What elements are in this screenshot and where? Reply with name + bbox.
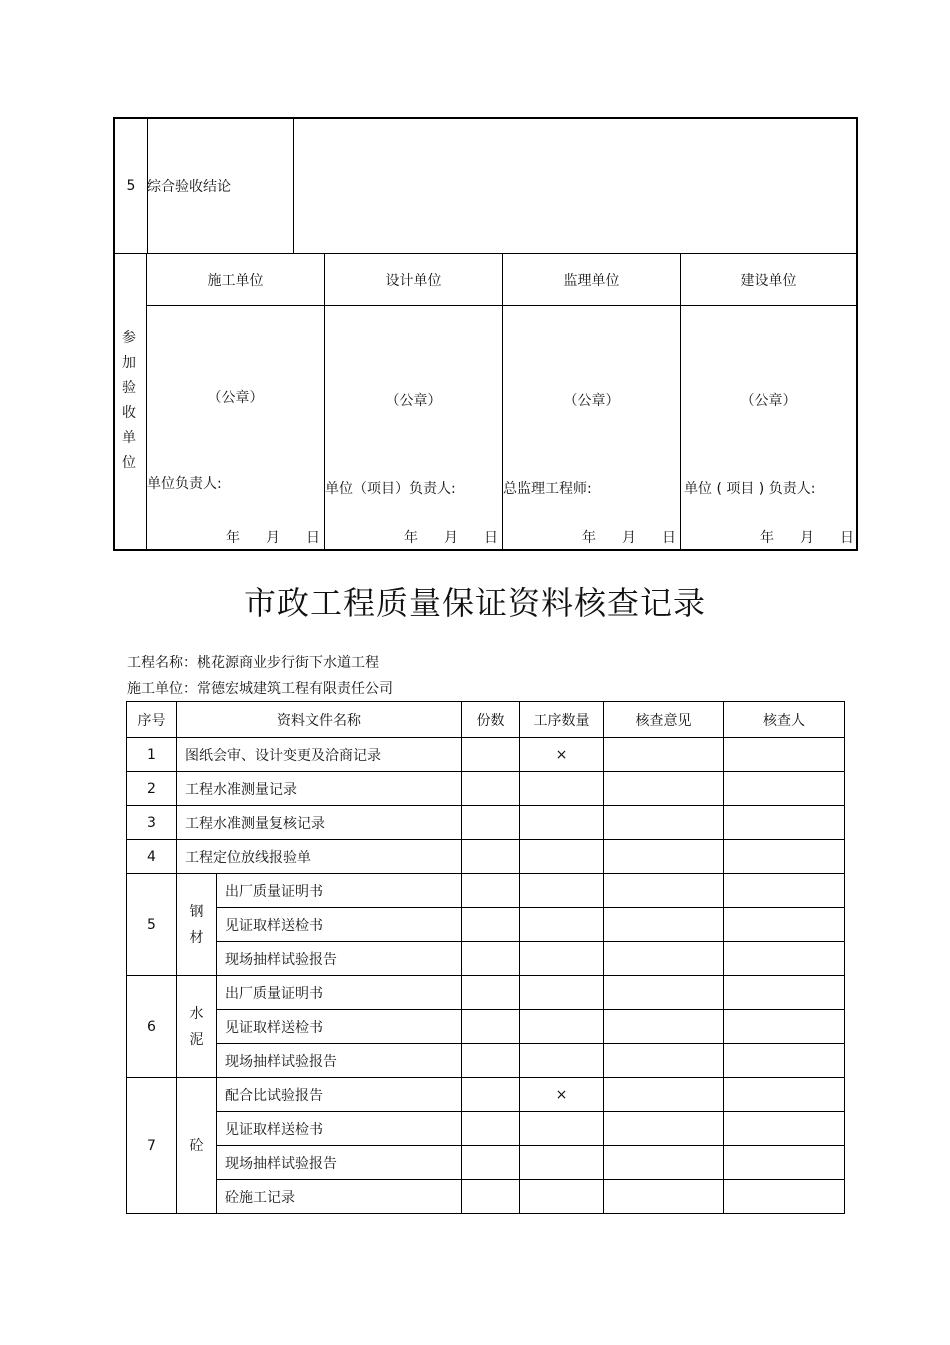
checker-cell[interactable] bbox=[724, 1146, 845, 1180]
party-name: 监理单位 bbox=[503, 254, 680, 306]
copies-cell[interactable] bbox=[462, 1112, 520, 1146]
process-qty-cell[interactable]: × bbox=[520, 738, 604, 772]
opinion-cell[interactable] bbox=[604, 1146, 724, 1180]
copies-cell[interactable] bbox=[462, 1180, 520, 1214]
checker-cell[interactable] bbox=[724, 874, 845, 908]
seal-placeholder: （公章） bbox=[740, 393, 797, 409]
process-qty-cell[interactable]: × bbox=[520, 1078, 604, 1112]
row-doc-name: 工程定位放线报验单 bbox=[177, 840, 462, 874]
header-process-qty: 工序数量 bbox=[520, 702, 604, 738]
party-design bbox=[325, 254, 503, 551]
side-char: 位 bbox=[122, 455, 136, 471]
checker-cell[interactable] bbox=[724, 772, 845, 806]
row-no: 3 bbox=[127, 806, 177, 840]
date-year: 年 bbox=[226, 530, 240, 546]
header-checker: 核查人 bbox=[724, 702, 845, 738]
date-day: 日 bbox=[306, 530, 320, 546]
process-qty-cell[interactable] bbox=[520, 1146, 604, 1180]
side-char: 收 bbox=[122, 405, 136, 421]
document-title: 市政工程质量保证资料核查记录 bbox=[243, 584, 706, 622]
row-doc-name: 见证取样送检书 bbox=[217, 1010, 462, 1044]
checker-cell[interactable] bbox=[724, 976, 845, 1010]
table-row bbox=[127, 1044, 845, 1078]
date-month: 月 bbox=[266, 530, 280, 546]
copies-cell[interactable] bbox=[462, 874, 520, 908]
row-doc-name: 现场抽样试验报告 bbox=[217, 942, 462, 976]
checker-cell[interactable] bbox=[724, 1010, 845, 1044]
opinion-cell[interactable] bbox=[604, 1010, 724, 1044]
date-line bbox=[378, 527, 498, 547]
row-doc-name: 工程水准测量记录 bbox=[177, 772, 462, 806]
table-row bbox=[127, 1010, 845, 1044]
row-no: 2 bbox=[127, 772, 177, 806]
signer-label: 单位负责人: bbox=[147, 476, 222, 492]
row-doc-name: 见证取样送检书 bbox=[217, 1112, 462, 1146]
table-row bbox=[127, 806, 845, 840]
checker-cell[interactable] bbox=[724, 840, 845, 874]
opinion-cell[interactable] bbox=[604, 976, 724, 1010]
process-qty-cell[interactable] bbox=[520, 908, 604, 942]
date-line bbox=[734, 527, 854, 547]
process-qty-cell[interactable] bbox=[520, 806, 604, 840]
group-no: 5 bbox=[127, 874, 177, 976]
date-year: 年 bbox=[760, 530, 774, 546]
date-month: 月 bbox=[444, 530, 458, 546]
table-row bbox=[127, 772, 845, 806]
table-row bbox=[127, 976, 845, 1010]
group-category-text: 砼 bbox=[189, 1137, 204, 1154]
table-header-row bbox=[127, 702, 845, 738]
group-no: 7 bbox=[127, 1078, 177, 1214]
conclusion-label-cell bbox=[147, 119, 294, 253]
checker-cell[interactable] bbox=[724, 908, 845, 942]
copies-cell[interactable] bbox=[462, 976, 520, 1010]
row-doc-name: 工程水准测量复核记录 bbox=[177, 806, 462, 840]
signer-label: 单位（项目）负责人: bbox=[325, 481, 456, 497]
side-char: 验 bbox=[122, 380, 136, 396]
copies-cell[interactable] bbox=[462, 1010, 520, 1044]
seal-placeholder: （公章） bbox=[385, 393, 442, 409]
row-doc-name: 砼施工记录 bbox=[217, 1180, 462, 1214]
side-char: 单 bbox=[122, 430, 136, 446]
date-month: 月 bbox=[622, 530, 636, 546]
process-qty-cell[interactable] bbox=[520, 1010, 604, 1044]
date-line bbox=[556, 527, 676, 547]
table-row bbox=[127, 908, 845, 942]
signer-label: 单位 ( 项目 ) 负责人: bbox=[684, 481, 816, 497]
process-qty-cell[interactable] bbox=[520, 1180, 604, 1214]
date-day: 日 bbox=[840, 530, 854, 546]
checker-cell[interactable] bbox=[724, 942, 845, 976]
side-char: 参 bbox=[122, 330, 136, 346]
conclusion-content-cell[interactable] bbox=[293, 119, 856, 253]
checker-cell[interactable] bbox=[724, 1180, 845, 1214]
table-row bbox=[127, 1180, 845, 1214]
copies-cell[interactable] bbox=[462, 1078, 520, 1112]
opinion-cell[interactable] bbox=[604, 1180, 724, 1214]
date-month: 月 bbox=[800, 530, 814, 546]
group-no: 6 bbox=[127, 976, 177, 1078]
conclusion-label: 综合验收结论 bbox=[147, 179, 231, 195]
table-row bbox=[127, 1146, 845, 1180]
process-qty-cell[interactable] bbox=[520, 1044, 604, 1078]
table-row bbox=[127, 1112, 845, 1146]
row-doc-name: 图纸会审、设计变更及洽商记录 bbox=[177, 738, 462, 772]
row-doc-name: 出厂质量证明书 bbox=[217, 874, 462, 908]
process-qty-cell[interactable] bbox=[520, 942, 604, 976]
header-name: 资料文件名称 bbox=[177, 702, 462, 738]
participating-units-label bbox=[115, 254, 147, 551]
opinion-cell[interactable] bbox=[604, 1078, 724, 1112]
row-number-text: 5 bbox=[126, 178, 136, 194]
checker-cell[interactable] bbox=[724, 806, 845, 840]
party-supervision bbox=[503, 254, 681, 551]
date-year: 年 bbox=[582, 530, 596, 546]
opinion-cell[interactable] bbox=[604, 738, 724, 772]
date-day: 日 bbox=[662, 530, 676, 546]
group-category-text: 钢材 bbox=[189, 903, 204, 946]
project-name: 工程名称：桃花源商业步行街下水道工程 bbox=[127, 655, 379, 671]
header-no: 序号 bbox=[127, 702, 177, 738]
opinion-cell[interactable] bbox=[604, 874, 724, 908]
process-qty-cell[interactable] bbox=[520, 1112, 604, 1146]
copies-cell[interactable] bbox=[462, 942, 520, 976]
seal-placeholder: （公章） bbox=[207, 390, 264, 406]
row-doc-name: 配合比试验报告 bbox=[217, 1078, 462, 1112]
opinion-cell[interactable] bbox=[604, 908, 724, 942]
signer-label: 总监理工程师: bbox=[503, 481, 592, 497]
copies-cell[interactable] bbox=[462, 806, 520, 840]
copies-cell[interactable] bbox=[462, 908, 520, 942]
process-qty-cell[interactable] bbox=[520, 840, 604, 874]
process-qty-cell[interactable] bbox=[520, 874, 604, 908]
opinion-cell[interactable] bbox=[604, 1044, 724, 1078]
process-qty-cell[interactable] bbox=[520, 976, 604, 1010]
row-number bbox=[115, 119, 148, 253]
party-name: 施工单位 bbox=[147, 254, 324, 306]
header-copies: 份数 bbox=[462, 702, 520, 738]
table-row bbox=[127, 738, 845, 772]
opinion-cell[interactable] bbox=[604, 806, 724, 840]
row-no: 4 bbox=[127, 840, 177, 874]
group-category bbox=[177, 976, 217, 1078]
group-category bbox=[177, 874, 217, 976]
checker-cell[interactable] bbox=[724, 1078, 845, 1112]
side-char: 加 bbox=[122, 355, 136, 371]
copies-cell[interactable] bbox=[462, 1146, 520, 1180]
table-row bbox=[127, 840, 845, 874]
date-day: 日 bbox=[484, 530, 498, 546]
table-row bbox=[127, 1078, 845, 1112]
checker-cell[interactable] bbox=[724, 738, 845, 772]
row-doc-name: 现场抽样试验报告 bbox=[217, 1044, 462, 1078]
date-line bbox=[200, 527, 320, 547]
checker-cell[interactable] bbox=[724, 1112, 845, 1146]
quality-records-table bbox=[126, 701, 845, 1214]
group-category bbox=[177, 1078, 217, 1214]
party-name: 设计单位 bbox=[325, 254, 502, 306]
opinion-cell[interactable] bbox=[604, 772, 724, 806]
process-qty-cell[interactable] bbox=[520, 772, 604, 806]
group-category-text: 水泥 bbox=[189, 1005, 204, 1048]
date-year: 年 bbox=[404, 530, 418, 546]
header-opinion: 核查意见 bbox=[604, 702, 724, 738]
party-owner bbox=[681, 254, 856, 551]
party-name: 建设单位 bbox=[681, 254, 856, 306]
opinion-cell[interactable] bbox=[604, 942, 724, 976]
copies-cell[interactable] bbox=[462, 840, 520, 874]
contractor-name: 施工单位：常德宏城建筑工程有限责任公司 bbox=[127, 681, 393, 697]
row-doc-name: 出厂质量证明书 bbox=[217, 976, 462, 1010]
table-row bbox=[127, 874, 845, 908]
row-doc-name: 现场抽样试验报告 bbox=[217, 1146, 462, 1180]
seal-placeholder: （公章） bbox=[563, 393, 620, 409]
row-doc-name: 见证取样送检书 bbox=[217, 908, 462, 942]
copies-cell[interactable] bbox=[462, 738, 520, 772]
opinion-cell[interactable] bbox=[604, 1112, 724, 1146]
opinion-cell[interactable] bbox=[604, 840, 724, 874]
copies-cell[interactable] bbox=[462, 1044, 520, 1078]
party-construction bbox=[147, 254, 325, 551]
table-row bbox=[127, 942, 845, 976]
copies-cell[interactable] bbox=[462, 772, 520, 806]
acceptance-table bbox=[113, 117, 858, 551]
row-no: 1 bbox=[127, 738, 177, 772]
checker-cell[interactable] bbox=[724, 1044, 845, 1078]
